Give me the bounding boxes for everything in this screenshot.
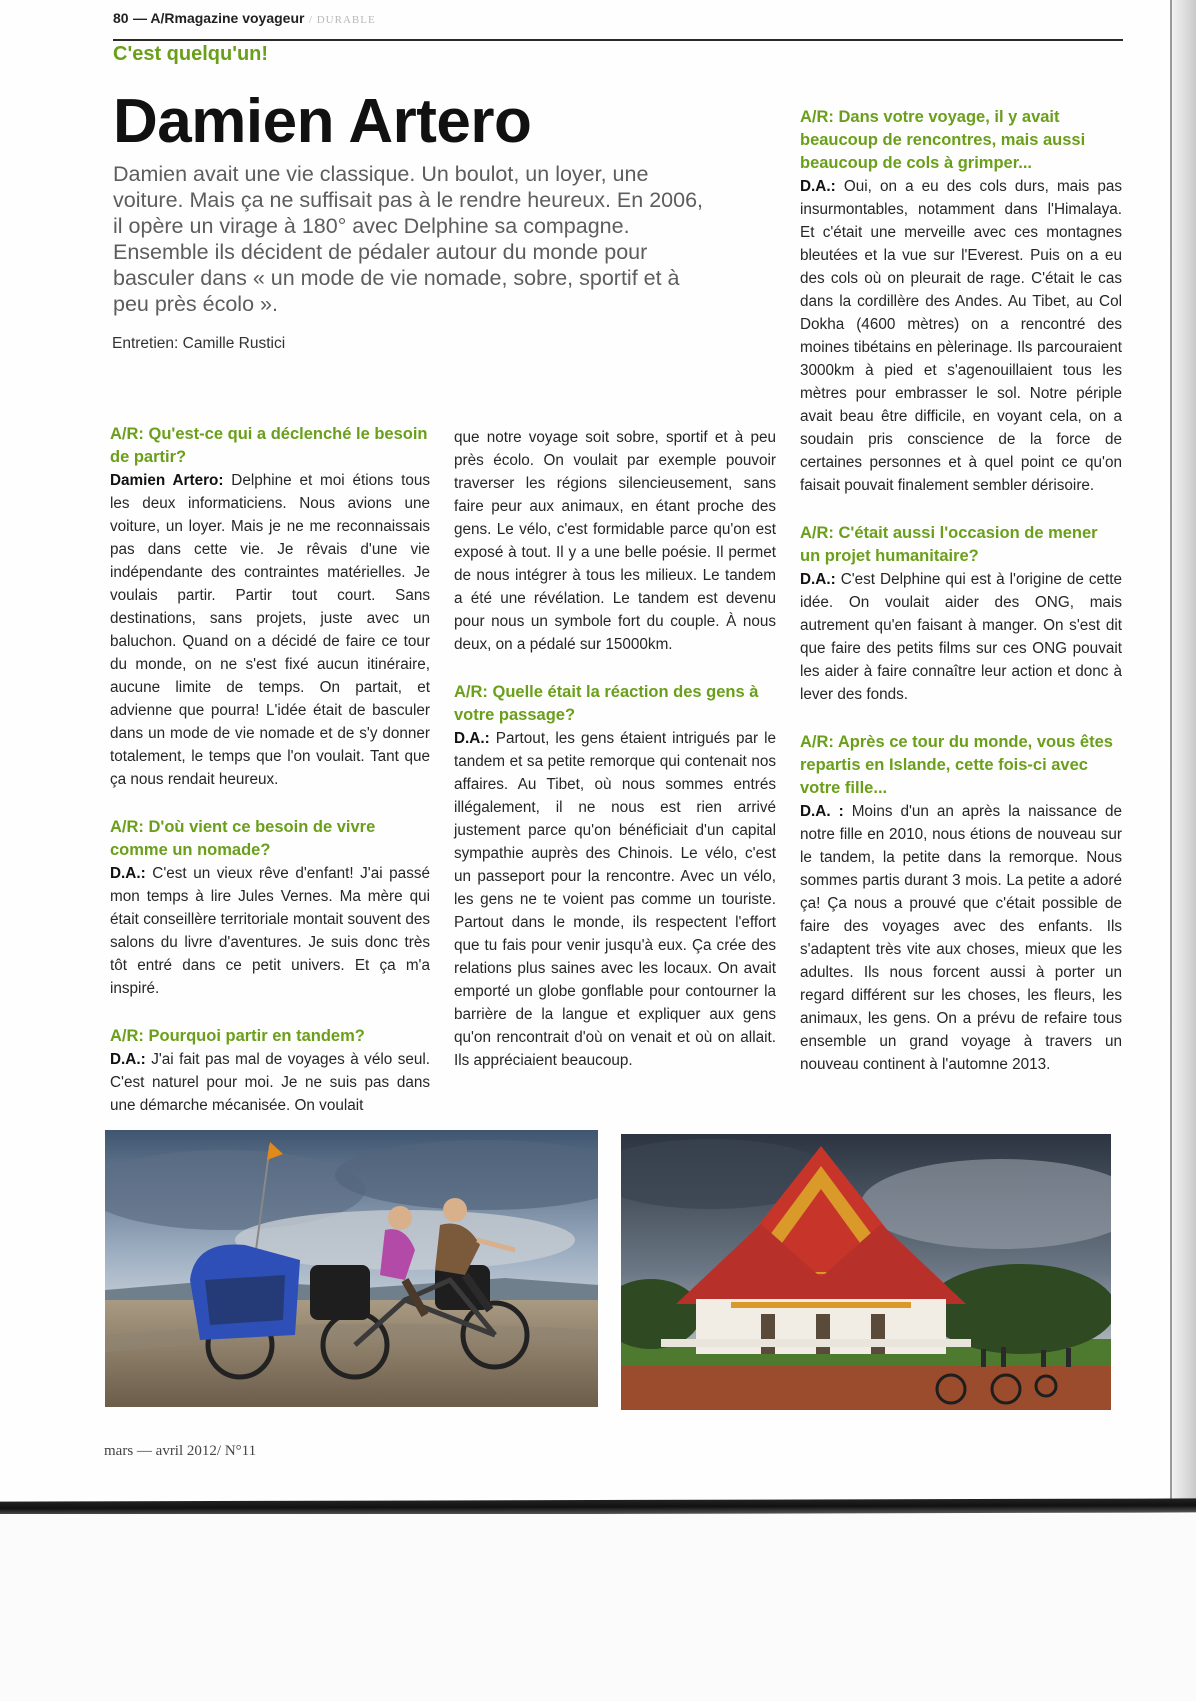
question: A/R: Dans votre voyage, il y avait beaucoup de rencontres, mais aussi beaucoup de cols à grimper... [800,108,1086,172]
magazine-name: A/Rmagazine voyageur [150,10,305,26]
answer [800,568,1122,706]
speaker: D.A.: [800,571,836,588]
photo-tandem-trailer [105,1130,598,1407]
speaker: D.A.: [800,178,836,195]
answer-text: que notre voyage soit sobre, sportif et à peu près écolo. On voulait par exemple pouvoir traverser les régions silencieusement, sans faire peur aux animaux, en étant proche des gens. Le vélo, c'est formidable parce qu'on est exposé à tout. Il y a une belle poésie. Il permet de nous intégrer à tous les milieux. Le tandem a été une révélation. Le tandem est devenu pour nous un symbole fort du couple. À nous deux, on a pédalé sur 15000km. [454,429,776,653]
section-name: DURABLE [316,14,376,26]
answer [454,727,776,1072]
scan-background [0,1514,1196,1701]
question: A/R: C'était aussi l'occasion de mener un projet humanitaire? [800,524,1098,565]
answer [110,862,430,1000]
speaker: Damien Artero: [110,472,224,489]
article-lead: Damien avait une vie classique. Un boulot, un loyer, une voiture. Mais ça ne suffisait pas à le rendre heureux. En 2006, il opère un virage à 180° avec Delphine sa compagne. Ensemble ils décident de pédaler autour du monde pour basculer dans « un mode de vie nomade, sobre, sportif et à peu près écolo ». [113,162,704,316]
header-separator: — [133,10,151,26]
speaker: D.A.: [110,865,146,882]
answer-text: Partout, les gens étaient intrigués par le tandem et sa petite remorque qui contenait nos affaires. Au Tibet, où nous sommes entrés illégalement, il ne nous est rien arrivé justement parce qu'on bénéficiait d'un capital sympathie auprès des Chinois. Le vélo, c'est un passeport pour la rencontre. Avec un vélo, les gens ne te voient pas comme un touriste. Partout dans le monde, ils respectent l'effort que tu fais pour venir jusqu'à eux. Ça crée des relations plus saines avec les locaux. On avait emporté un globe gonflable pour contourner la barrière de la langue et expliquer aux gens qu'on rencontrait d'où on venait et où on allait. Ils appréciaient beaucoup. [454,730,777,1069]
header-rule [113,39,1123,41]
page-number: 80 [113,10,129,26]
question: A/R: Qu'est-ce qui a déclenché le besoin de partir? [110,425,428,466]
answer [800,800,1122,1076]
answer-text: C'est Delphine qui est à l'origine de cette idée. On voulait aider des ONG, mais autrement qu'en faisant à manger. On s'est dit que faire des petits films sur ces ONG pouvait les aider à faire connaître leur action et donc à lever des fonds. [800,571,1123,703]
answer-text: Moins d'un an après la naissance de notre fille en 2010, nous étions de nouveau sur le tandem, la petite dans la remorque. Nous sommes partis durant 3 mois. La petite a adoré ça! Ça nous a prouvé que c'était possible de faire des voyages avec des enfants. Ils s'adaptent très vite aux choses, mieux que les adultes. Ils nous forcent aussi à porter un regard différent sur les choses, les fleurs, les animaux, les gens. On a prévu de refaire tous ensemble un grand voyage à travers un nouveau continent à l'automne 2013. [800,803,1122,1073]
column-2 [454,426,776,1072]
question: A/R: Quelle était la réaction des gens à votre passage? [454,683,759,724]
photo-temple [621,1134,1111,1410]
question: A/R: Pourquoi partir en tandem? [110,1027,365,1045]
column-1 [110,423,430,1117]
rubric-kicker: C'est quelqu'un! [113,43,269,65]
answer [454,426,776,656]
issue-footer: mars — avril 2012/ N°11 [104,1443,257,1459]
question: A/R: Après ce tour du monde, vous êtes repartis en Islande, cette fois-ci avec votre fille... [800,733,1113,797]
answer-text: C'est un vieux rêve d'enfant! J'ai passé mon temps à lire Jules Vernes. Ma mère qui était conseillère territoriale montait souvent des salons du livre d'aventures. Je suis donc très tôt entré dans ce petit univers. Et ça m'a inspiré. [110,865,430,997]
byline: Entretien: Camille Rustici [112,335,286,352]
page-bottom-edge [0,1498,1196,1515]
answer-text: Oui, on a eu des cols durs, mais pas insurmontables, notamment dans l'Himalaya. Et c'était une merveille avec ces montagnes bleutées et la vue sur l'Everest. Puis on a eu des cols où on pleurait de rage. C'était le cas dans la cordillère des Andes. Au Tibet, au Col Dokha (4600 mètres) on a rencontré des moines tibétains en pèlerinage. Ils parcouraient 3000km à pied et s'agenouillaient tous les mètres pour embrasser le sol. Notre périple avait beau être difficile, en voyant cela, on a soudain pris conscience de la force de certaines personnes et à quel point ce qu'on faisait pouvait finalement sembler dérisoire. [800,178,1123,494]
article-title: Damien Artero [113,87,532,156]
speaker: D.A. : [800,803,844,820]
answer-text: J'ai fait pas mal de voyages à vélo seul. C'est naturel pour moi. Je ne suis pas dans une démarche mécanisée. On voulait [110,1051,431,1114]
column-3 [800,106,1122,1076]
answer [800,175,1122,497]
page-edge [1170,0,1196,1510]
speaker: D.A.: [110,1051,146,1068]
question: A/R: D'où vient ce besoin de vivre comme un nomade? [110,818,376,859]
speaker: D.A.: [454,730,490,747]
section-separator: / [308,14,317,26]
answer [110,1048,430,1117]
answer-text: Delphine et moi étions tous les deux informaticiens. Nous avions une voiture, un loyer. Mais je ne me reconnaissais pas dans cette vie. Je rêvais d'une vie indépendante des contraintes matérielles. Je voulais partir. Partir tout court. Sans destinations, sans projets, juste avec un baluchon. Quand on a décidé de faire ce tour du monde, on ne s'est fixé aucun itinéraire, aucune limite de temps. On partait, et advienne que pourra! L'idée était de basculer dans un mode de vie nomade et de s'y donner totalement, le temps que l'on voulait. Tant que ça nous rendait heureux. [110,472,430,788]
running-header [113,10,1123,34]
page-edge-line [1170,0,1172,1510]
answer [110,469,430,791]
